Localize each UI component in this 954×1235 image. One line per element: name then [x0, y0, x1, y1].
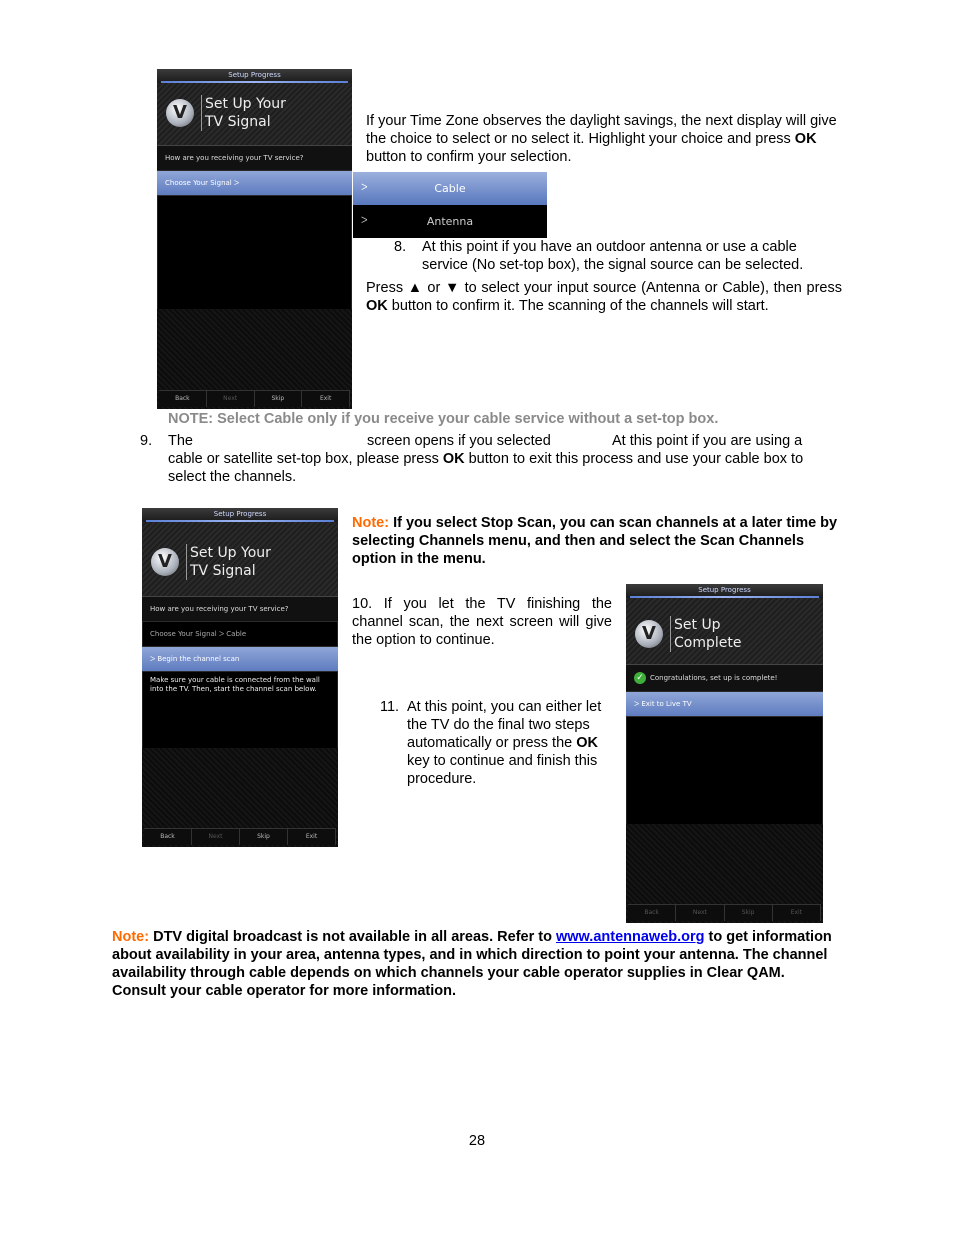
next-button[interactable]: Next — [676, 905, 724, 921]
step-9-the: The — [168, 433, 193, 449]
dtv-note: Note: DTV digital broadcast is not available in all areas. Refer to www.antennaweb.org to get information about availability in your area, antenna types, and in which direction to point your antenna. The channel availability through cable depends on which channels your cable operator supplies in Clear QAM. Consult your cable operator for more information. — [112, 929, 832, 999]
menu-option-cable[interactable]: ᐳ Cable — [353, 172, 547, 205]
tv-screen-channel-scan — [142, 508, 338, 847]
screen-header — [626, 598, 823, 665]
skip-button[interactable]: Skip — [255, 391, 303, 407]
back-button[interactable]: Back — [628, 905, 676, 921]
setup-progress-bar — [157, 69, 352, 83]
question-row: How are you receiving your TV service? — [142, 597, 338, 622]
step-11 — [380, 698, 610, 788]
setup-progress-bar — [142, 508, 338, 522]
exit-button[interactable]: Exit — [302, 391, 350, 407]
step-8 — [394, 238, 844, 274]
congrats-row: ✓ Congratulations, set up is complete! — [626, 665, 823, 692]
question-row: How are you receiving your TV service? — [157, 146, 352, 171]
step-8-text: At this point if you have an outdoor antenna or use a cable service (No set-top box), the signal source can be selected. — [422, 239, 804, 273]
screen-title: Set Up Your TV Signal — [201, 95, 286, 131]
scan-instructions: Make sure your cable is connected from the wall into the TV. Then, start the channel scan below. — [150, 676, 320, 693]
step-number: 8. — [394, 239, 407, 255]
cable-note: NOTE: Select Cable only if you receive your cable service without a set-top box. — [168, 411, 719, 427]
signal-source-menu — [353, 172, 547, 238]
exit-button[interactable]: Exit — [288, 829, 336, 845]
step-10: 10. If you let the TV finishing the channel scan, the next screen will give the option to continue. — [352, 596, 612, 648]
step-number: 11. — [380, 699, 400, 715]
begin-scan-row[interactable]: ᐳ Begin the channel scan — [142, 647, 338, 672]
progress-label: Setup Progress — [698, 586, 751, 594]
stop-scan-note: Note: If you select Stop Scan, you can scan channels at a later time by selecting Channels menu, and then and select the Scan Channels option in the menu. — [352, 515, 838, 567]
tv-screen-signal-choose — [157, 69, 352, 409]
screen-title: Set Up Your TV Signal — [186, 544, 271, 580]
progress-label: Setup Progress — [213, 510, 267, 518]
chevron-right-icon: ᐳ — [361, 183, 368, 193]
daylight-paragraph: If your Time Zone observes the daylight savings, the next display will give the choice to select or no select it. Highlight your choice and press OK button to confirm your selection. — [366, 113, 837, 165]
next-button[interactable]: Next — [192, 829, 240, 845]
antennaweb-link[interactable]: www.antennaweb.org — [556, 929, 705, 945]
vizio-logo-icon: V — [166, 99, 194, 127]
vizio-logo-icon: V — [635, 620, 663, 648]
skip-button[interactable]: Skip — [725, 905, 773, 921]
choose-signal-row[interactable]: Choose Your Signal ᐳ Cable — [142, 622, 338, 647]
setup-progress-bar — [626, 584, 823, 598]
back-button[interactable]: Back — [144, 829, 192, 845]
back-button[interactable]: Back — [159, 391, 207, 407]
screen-title: Set Up Complete — [670, 616, 741, 652]
step-9-mid: screen opens if you selected — [367, 433, 551, 449]
screen-header — [142, 522, 338, 597]
chevron-right-icon: ᐳ — [361, 216, 368, 226]
step-9-tail: At this point if you are using a — [612, 433, 803, 449]
tv-screen-setup-complete — [626, 584, 823, 923]
page-number: 28 — [468, 1133, 486, 1149]
exit-button[interactable]: Exit — [773, 905, 821, 921]
screen-footer — [144, 828, 336, 845]
screen-header — [157, 83, 352, 146]
menu-option-antenna[interactable]: ᐳ Antenna — [353, 205, 547, 238]
step-number: 9. — [140, 433, 153, 449]
vizio-logo-icon: V — [151, 548, 179, 576]
skip-button[interactable]: Skip — [240, 829, 288, 845]
step-9-text: cable or satellite set-top box, please press OK button to exit this process and use your cable box to select the channels. — [168, 451, 804, 485]
screen-footer — [159, 390, 350, 407]
progress-label: Setup Progress — [228, 71, 281, 79]
checkmark-icon: ✓ — [634, 672, 646, 684]
exit-live-tv-row[interactable]: ᐳ Exit to Live TV — [626, 692, 823, 717]
choose-signal-row[interactable]: Choose Your Signal ᐳ — [157, 171, 352, 196]
press-paragraph: Press ▲ or ▼ to select your input source (Antenna or Cable), then press OK button to confirm it. The scanning of the channels will start. — [366, 280, 842, 314]
step-11-text: At this point, you can either let the TV do the final two steps automatically or press the OK key to continue and finish this procedure. — [407, 699, 602, 787]
next-button[interactable]: Next — [207, 391, 255, 407]
screen-footer — [628, 904, 821, 921]
